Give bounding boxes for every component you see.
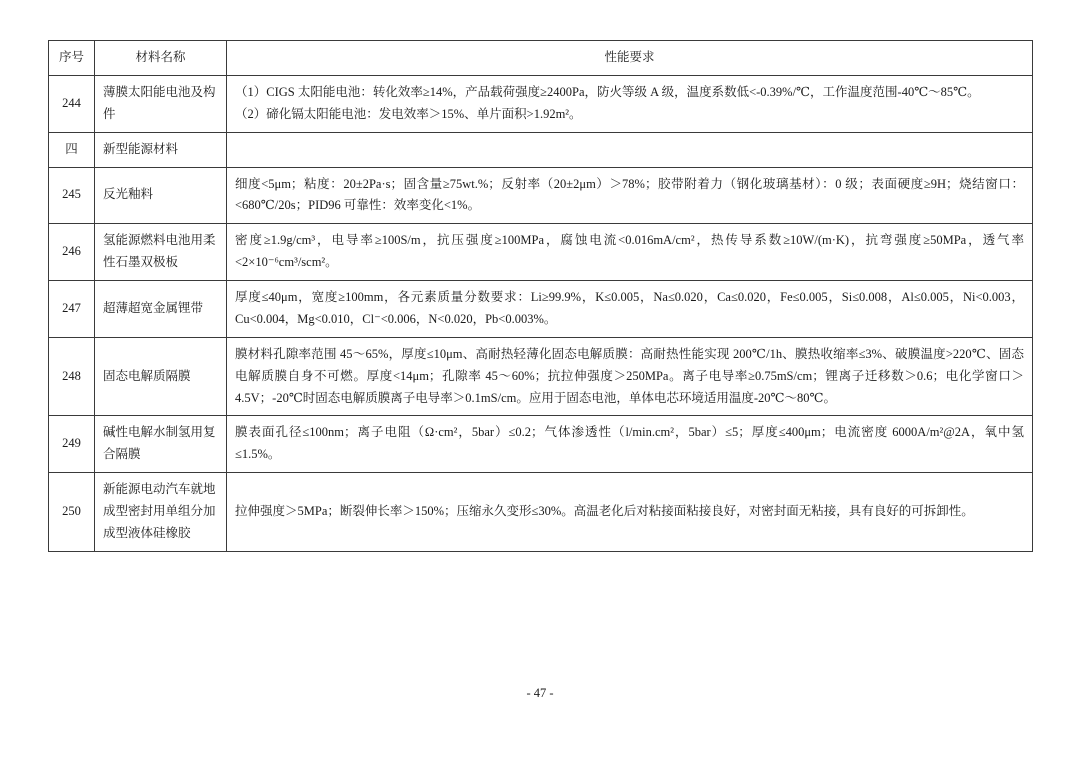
row-requirement xyxy=(227,281,1033,338)
requirement-line: 细度<5μm；粘度：20±2Pa·s；固含量≥75wt.%；反射率（20±2μm）＞78%；胶带附着力（钢化玻璃基材）：0 级；表面硬度≥9H；烧结窗口：<680℃/20s；PID96 可靠性：效率变化<1%。 xyxy=(235,176,1024,213)
table-row xyxy=(49,416,1033,473)
table-row xyxy=(49,281,1033,338)
category-no: 四 xyxy=(49,132,95,167)
row-material-name: 薄膜太阳能电池及构件 xyxy=(95,75,227,132)
table-header xyxy=(49,41,1033,76)
requirement-line: （2）碲化镉太阳能电池：发电效率＞15%、单片面积>1.92m²。 xyxy=(235,106,582,121)
row-requirement xyxy=(227,224,1033,281)
row-no: 249 xyxy=(49,416,95,473)
material-spec-table xyxy=(48,40,1033,552)
column-header-no: 序号 xyxy=(49,41,95,76)
row-material-name: 碱性电解水制氢用复合隔膜 xyxy=(95,416,227,473)
requirement-line: 膜表面孔径≤100nm；离子电阻（Ω·cm²，5bar）≤0.2；气体渗透性（l/min.cm²，5bar）≤5；厚度≤400μm；电流密度 6000A/m²@2A，氧中氢≤1.5%。 xyxy=(235,425,1024,462)
row-material-name: 反光釉料 xyxy=(95,167,227,224)
row-material-name: 超薄超宽金属锂带 xyxy=(95,281,227,338)
page-number: - 47 - xyxy=(526,686,554,700)
requirement-line: 厚度≤40μm，宽度≥100mm，各元素质量分数要求：Li≥99.9%，K≤0.005，Na≤0.020，Ca≤0.020，Fe≤0.005，Si≤0.008，Al≤0.005，Ni<0.003，Cu<0.004，Mg<0.010，Cl⁻<0.006，N<0.020，Pb<0.003%。 xyxy=(235,290,1024,326)
requirement-line: 密度≥1.9g/cm³，电导率≥100S/m，抗压强度≥100MPa，腐蚀电流<0.016mA/cm²，热传导系数≥10W/(m·K)，抗弯强度≥50MPa，透气率<2×10⁻⁶cm³/scm²。 xyxy=(235,233,1024,270)
table-row-category xyxy=(49,132,1033,167)
table-row xyxy=(49,473,1033,552)
row-material-name: 固态电解质隔膜 xyxy=(95,337,227,416)
table-row xyxy=(49,167,1033,224)
column-header-requirement: 性能要求 xyxy=(227,41,1033,76)
row-requirement xyxy=(227,167,1033,224)
requirement-line: 膜材料孔隙率范围 45～65%，厚度≤10μm、高耐热轻薄化固态电解质膜：高耐热性能实现 200℃/1h、膜热收缩率≤3%、破膜温度>220℃、固态电解质膜自身不可燃。厚度<14μm；孔隙率 45～60%；抗拉伸强度＞250MPa。离子电导率≥0.75mS/cm；锂离子迁移数＞0.6；电化学窗口＞4.5V；-20℃时固态电解质膜离子电导率＞0.1mS/cm。应用于固态电池，单体电芯环境适用温度-20℃～80℃。 xyxy=(235,346,1024,405)
row-requirement xyxy=(227,473,1033,552)
row-requirement xyxy=(227,416,1033,473)
requirement-line: （1）CIGS 太阳能电池：转化效率≥14%，产品载荷强度≥2400Pa，防火等级 A 级，温度系数低<-0.39%/℃，工作温度范围-40℃～85℃。 xyxy=(235,84,980,99)
row-no: 248 xyxy=(49,337,95,416)
row-requirement xyxy=(227,337,1033,416)
table-row xyxy=(49,337,1033,416)
row-no: 245 xyxy=(49,167,95,224)
table-row xyxy=(49,224,1033,281)
row-no: 246 xyxy=(49,224,95,281)
category-requirement-empty xyxy=(227,132,1033,167)
row-no: 247 xyxy=(49,281,95,338)
row-material-name: 氢能源燃料电池用柔性石墨双极板 xyxy=(95,224,227,281)
row-material-name: 新能源电动汽车就地成型密封用单组分加成型液体硅橡胶 xyxy=(95,473,227,552)
row-requirement xyxy=(227,75,1033,132)
category-name: 新型能源材料 xyxy=(95,132,227,167)
table-body xyxy=(49,75,1033,551)
spec-table-container xyxy=(48,40,1032,552)
table-header-row xyxy=(49,41,1033,76)
table-row xyxy=(49,75,1033,132)
requirement-line: 拉伸强度＞5MPa；断裂伸长率＞150%；压缩永久变形≤30%。高温老化后对粘接面粘接良好，对密封面无粘接，具有良好的可拆卸性。 xyxy=(235,504,974,518)
column-header-name: 材料名称 xyxy=(95,41,227,76)
row-no: 250 xyxy=(49,473,95,552)
row-no: 244 xyxy=(49,75,95,132)
